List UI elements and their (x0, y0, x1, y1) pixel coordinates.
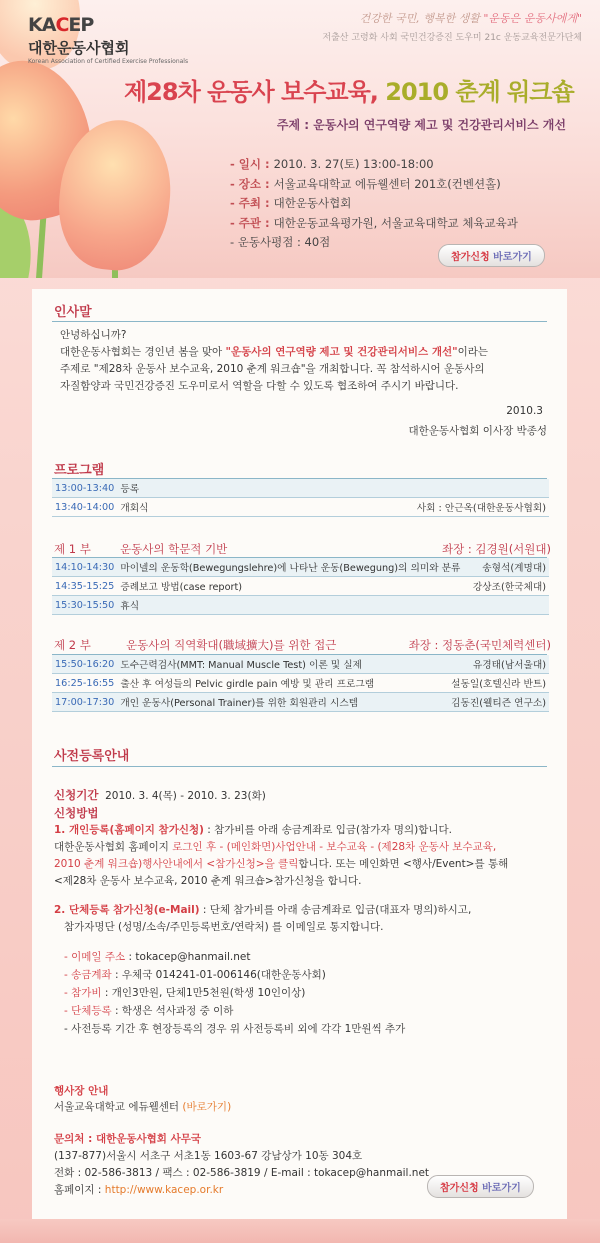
slogan-b: "운동은 운동사에게" (483, 12, 582, 25)
time-cell: 13:40-14:00 (52, 498, 117, 517)
greeting-line: 주제로 "제28차 운동사 보수교육, 2010 춘계 워크숍"을 개최합니다. 꼭 참석하시어 운동사의 (60, 363, 485, 375)
speaker-cell: 강상조(한국체대) (469, 577, 549, 596)
info-value: 대한운동사협회 (273, 196, 352, 210)
greeting-date: 2010.3 (506, 405, 543, 417)
method1-line (54, 856, 554, 873)
desc-cell: 출산 후 여성들의 Pelvic girdle pain 예방 및 관리 프로그램 (117, 674, 428, 693)
venue-title: 행사장 안내 (54, 1085, 109, 1097)
info-value: 2010. 3. 27(토) 13:00-18:00 (273, 157, 434, 171)
time-cell: 14:10-14:30 (52, 558, 117, 577)
info-label: - 주최 : (230, 196, 274, 210)
info-label: - 일시 : (230, 157, 274, 171)
method1-path: 2010 춘계 워크숍)행사안내에서 <참가신청>을 클릭 (54, 858, 299, 870)
table-row (52, 693, 549, 712)
method2-line: 참가자명단 (성명/소속/주민등록번호/연락처) 를 이메일로 통지합니다. (64, 921, 384, 933)
greeting-line: 안녕하십니까? (60, 329, 127, 341)
desc-cell: 휴식 (117, 596, 468, 615)
venue-link[interactable]: (바로가기) (182, 1101, 232, 1113)
logo-mark-c: EP (68, 14, 94, 36)
logo-mark-a: KA (28, 14, 56, 36)
part-chair: 좌장 : 정동춘(국민체력센터) (408, 638, 551, 652)
bullet-value: : 개인3만원, 단체1만5천원(학생 10인이상) (101, 987, 306, 999)
part-number: 제 2 부 (54, 638, 91, 652)
speaker-cell: 사회 : 안근옥(대한운동사협회) (204, 498, 549, 517)
info-organizer (230, 214, 518, 234)
speaker-cell: 설동일(호텔신라 반트) (428, 674, 549, 693)
bullet-value: : tokacep@hanmail.net (125, 951, 251, 963)
header-banner (0, 0, 600, 278)
logo-mark (28, 14, 188, 36)
time-cell: 15:30-15:50 (52, 596, 117, 615)
event-info-list (230, 155, 518, 253)
method2 (54, 902, 554, 919)
bullet-key: - 단체등록 (64, 1005, 112, 1017)
contact-title: 문의처 : 대한운동사협회 사무국 (54, 1133, 202, 1145)
info-label: - 주관 : (230, 215, 274, 230)
apply-label: 참가신청 (451, 252, 494, 263)
method1-text: 대한운동사협회 홈페이지 (54, 841, 173, 853)
content-panel (32, 289, 567, 1219)
period-label: 신청기간 (54, 788, 99, 802)
logo-korean-name: 대한운동사협회 (28, 39, 130, 57)
table-row (52, 655, 549, 674)
logo[interactable] (28, 14, 188, 65)
greeting-signature: 대한운동사협회 이사장 박종성 (408, 425, 547, 437)
speaker-cell: 유경태(남서울대) (428, 655, 549, 674)
info-value: 대한운동교육평가원, 서울교육대학교 체육교육과 (273, 215, 518, 230)
apply-button-top[interactable] (438, 244, 545, 267)
list-item (64, 966, 554, 984)
table-row (52, 558, 549, 577)
time-cell: 15:50-16:20 (52, 655, 117, 674)
speaker-cell: 김동진(웰티즌 연구소) (428, 693, 549, 712)
contact-address: (137-877)서울시 서초구 서초1동 1603-67 강남상가 10동 304호 (54, 1150, 363, 1162)
part-title: 운동사의 학문적 기반 (120, 542, 228, 556)
greeting-highlight: "운동사의 연구역량 제고 및 건강관리서비스 개선" (225, 346, 458, 358)
page-title (124, 72, 574, 107)
method1 (54, 822, 554, 839)
method-label: 신청방법 (54, 806, 99, 820)
method1-path: 로그인 후 - (메인화면)사업안내 - 보수교육 - (제28차 운동사 보수교육, (172, 841, 497, 853)
info-place (230, 175, 518, 195)
homepage-link[interactable]: http://www.kacep.or.kr (104, 1184, 224, 1196)
desc-cell: 도수근력검사(MMT: Manual Muscle Test) 이론 및 실제 (117, 655, 428, 674)
part1-table (52, 558, 549, 615)
info-value: 서울교육대학교 에듀웰센터 201호(컨벤션홀) (273, 176, 501, 191)
title-part-a: 제28차 운동사 보수교육, (124, 78, 386, 106)
homepage-label: 홈페이지 : (54, 1184, 105, 1196)
bullet-key: - 참가비 (64, 987, 102, 999)
bullet-key: - 이메일 주소 (64, 951, 126, 963)
method1-line: <제28차 운동사 보수교육, 2010 춘계 워크숍>참가신청을 합니다. (54, 875, 362, 887)
method2-head: 2. 단체등록 참가신청(e-Mail) (54, 904, 200, 916)
sub-slogan: 저출산 고령화 사회 국민건강증진 도우미 21c 운동교육전문가단체 (322, 33, 582, 43)
desc-cell: 개인 운동사(Personal Trainer)를 위한 회원관리 시스템 (117, 693, 428, 712)
bullet-value: : 우체국 014241-01-006146(대한운동사회) (111, 969, 326, 981)
method1-line (54, 839, 554, 856)
part-number: 제 1 부 (54, 542, 91, 556)
part2-table (52, 655, 549, 712)
info-datetime (230, 155, 518, 175)
method2-text: : 단체 참가비를 아래 송금계좌로 입금(대표자 명의)하시고, (199, 904, 472, 916)
registration-title: 사전등록안내 (54, 749, 130, 764)
part-title: 운동사의 직역확대(職域擴大)를 위한 접근 (126, 638, 337, 652)
logo-mark-b: C (55, 14, 69, 36)
theme: 주제 : 운동사의 연구역량 제고 및 건강관리서비스 개선 (276, 118, 566, 132)
reg-period (54, 787, 554, 805)
desc-cell: 증례보고 방법(case report) (117, 577, 468, 596)
venue-section (54, 1083, 554, 1115)
greeting-line (60, 344, 555, 361)
greeting-text: 대한운동사협회는 경인년 봄을 맞아 (60, 346, 226, 358)
part-chair: 좌장 : 김경원(서원대) (441, 542, 551, 556)
bullet-value: : 학생은 석사과정 중 이하 (111, 1005, 234, 1017)
time-cell: 14:35-15:25 (52, 577, 117, 596)
desc-cell: 등록 (117, 479, 204, 498)
list-item (64, 1002, 554, 1020)
apply-label: 참가신청 (440, 1183, 483, 1194)
list-item (64, 1020, 554, 1038)
time-cell: 13:00-13:40 (52, 479, 117, 498)
desc-cell: 개회식 (117, 498, 204, 517)
desc-cell: 마이넬의 운동학(Bewegungslehre)에 나타난 운동(Bewegung)의 의미와 분류 (117, 558, 468, 577)
greeting-text: 이라는 (457, 346, 489, 358)
title-part-b: 2010 춘계 워크숍 (385, 78, 574, 106)
shortcut-label: 바로가기 (482, 1183, 521, 1194)
time-cell: 17:00-17:30 (52, 693, 117, 712)
speaker-cell (204, 479, 549, 498)
info-host (230, 194, 518, 214)
speaker-cell: 송형석(계명대) (469, 558, 549, 577)
greeting-title: 인사말 (54, 305, 92, 320)
bullet-key: - 송금계좌 (64, 969, 112, 981)
venue-line (54, 1099, 554, 1115)
slogan (360, 10, 582, 26)
period-value: 2010. 3. 4(목) - 2010. 3. 23(화) (105, 790, 266, 802)
shortcut-label: 바로가기 (493, 252, 532, 263)
info-label: - 장소 : (230, 176, 274, 191)
logo-english-name: Korean Association of Certified Exercise Professionals (28, 58, 189, 65)
registration-body (54, 787, 554, 1038)
list-item (64, 948, 554, 966)
greeting-body (60, 327, 555, 395)
speaker-cell (469, 596, 549, 615)
info-value: - 운동사평점 : 40점 (230, 235, 331, 249)
registration-bullets (64, 948, 554, 1038)
footer-band (0, 1219, 600, 1243)
list-item (64, 984, 554, 1002)
greeting-line: 자질함양과 국민건강증진 도우미로서 역할을 다할 수 있도록 협조하여 주시기 바랍니다. (60, 380, 459, 392)
table-row (52, 479, 549, 498)
time-cell: 16:25-16:55 (52, 674, 117, 693)
divider (52, 766, 547, 767)
table-row (52, 596, 549, 615)
slogan-a: 건강한 국민, 행복한 생활 (359, 12, 484, 25)
venue-text: 서울교육대학교 에듀웰센터 (54, 1101, 183, 1113)
method1-head: 1. 개인등록(홈페이지 참가신청) (54, 824, 204, 836)
program-intro-table (52, 479, 549, 517)
method1-text: : 참가비를 아래 송금계좌로 입금(참가자 명의)합니다. (203, 824, 453, 836)
bullet-value: - 사전등록 기간 후 현장등록의 경우 위 사전등록비 외에 각각 1만원씩 추가 (64, 1023, 406, 1035)
table-row (52, 498, 549, 517)
contact-phone: 전화 : 02-586-3813 / 팩스 : 02-586-3819 / E-mail : tokacep@hanmail.net (54, 1167, 430, 1179)
apply-button-bottom[interactable] (427, 1175, 534, 1198)
method1-text: 합니다. 또는 메인화면 <행사/Event>를 통해 (298, 858, 509, 870)
table-row (52, 577, 549, 596)
program-title: 프로그램 (54, 463, 105, 478)
table-row (52, 674, 549, 693)
divider (52, 321, 547, 322)
